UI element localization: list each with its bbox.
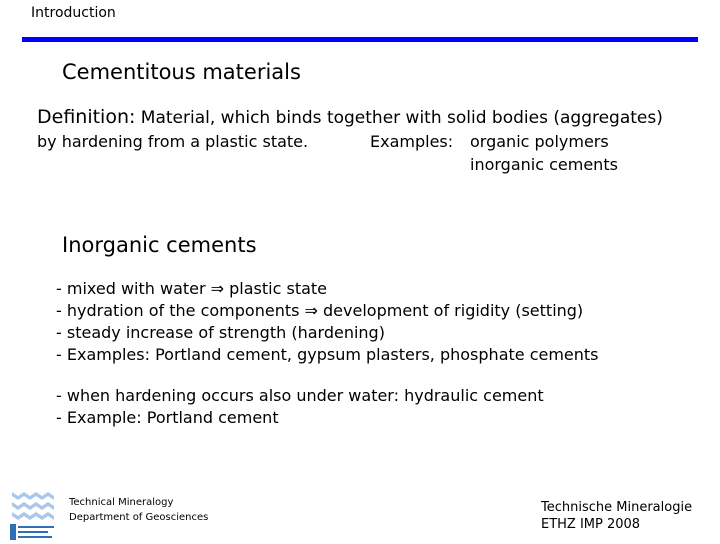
list-item: - Examples: Portland cement, gypsum plasters, phosphate cements: [56, 345, 599, 364]
footer-right-line1: Technische Mineralogie: [541, 500, 693, 515]
hydraulic-list: [56, 385, 544, 429]
example-item-inorganic: inorganic cements: [470, 155, 618, 174]
footer-right: [541, 499, 692, 533]
definition-label: Definition:: [37, 106, 136, 128]
definition-line: [37, 106, 663, 128]
definition-continuation: by hardening from a plastic state.: [37, 132, 309, 151]
list-item: - steady increase of strength (hardening): [56, 323, 385, 342]
section2-title: Inorganic cements: [62, 233, 257, 257]
properties-list: [56, 278, 599, 366]
list-item: - when hardening occurs also under water: hydraulic cement: [56, 386, 544, 405]
footer-left-line2: Department of Geosciences: [69, 512, 209, 523]
section1-title: Cementitous materials: [62, 60, 301, 84]
example-item-organic: organic polymers: [470, 132, 609, 151]
list-item: - hydration of the components ⇒ development of rigidity (setting): [56, 301, 584, 320]
definition-text: Material, which binds together with solid bodies (aggregates): [135, 108, 663, 128]
list-item: - mixed with water ⇒ plastic state: [56, 279, 328, 298]
university-logo-icon: [10, 488, 56, 540]
header-rule: [22, 37, 698, 42]
header-section-title: Introduction: [31, 5, 116, 21]
footer-left: [69, 495, 208, 525]
footer-right-line2: ETHZ IMP 2008: [541, 517, 641, 532]
list-item: - Example: Portland cement: [56, 408, 279, 427]
examples-label: Examples:: [370, 132, 454, 151]
footer-left-line1: Technical Mineralogy: [69, 497, 174, 508]
